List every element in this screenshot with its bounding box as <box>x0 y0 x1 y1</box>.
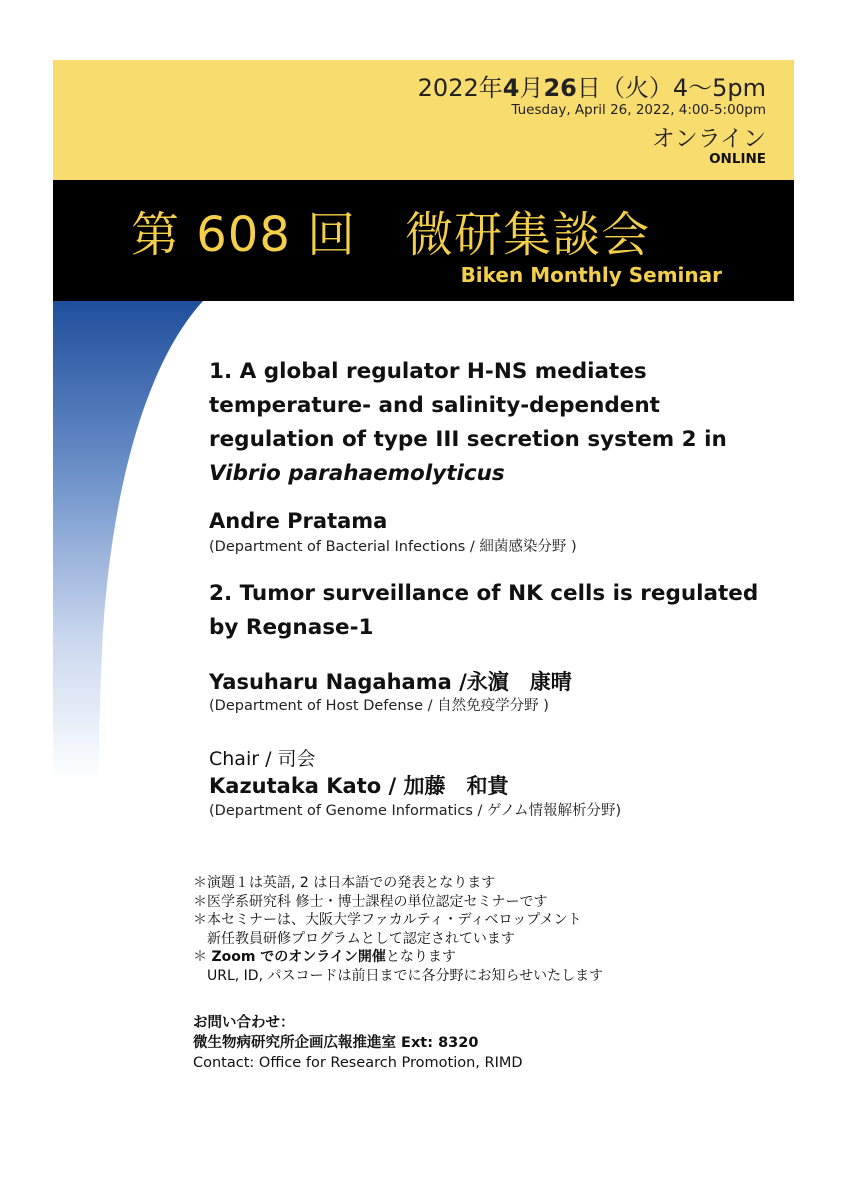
note-item: ＊本セミナーは、大阪大学ファカルティ・ディベロップメント <box>193 912 582 928</box>
contact-office-en: Contact: Office for Research Promotion, RIMD <box>193 1055 523 1071</box>
note-item: 新任教員研修プログラムとして認定されています <box>207 930 515 947</box>
chair-name: Kazutaka Kato / 加藤 和貴 <box>209 774 509 798</box>
date-year: 2022年 <box>417 74 503 102</box>
talk-1-title-line: regulation of type III secretion system 2 in <box>209 427 727 452</box>
talk-1-title-line: 1. A global regulator H-NS mediates <box>209 359 647 384</box>
talk-1-department: (Department of Bacterial Infections / 細菌感染分野 ) <box>209 539 577 555</box>
notes-list <box>193 874 603 985</box>
online-en: ONLINE <box>709 151 766 167</box>
note-online-emphasis: Zoom でのオンライン開催 <box>211 949 386 965</box>
talk-1-speaker: Andre Pratama <box>209 509 388 533</box>
date-header <box>53 60 794 180</box>
chair-department: (Department of Genome Informatics / ゲノム情報解析分野) <box>209 803 622 819</box>
date-month-unit: 月 <box>519 74 544 102</box>
date-en: Tuesday, April 26, 2022, 4:00-5:00pm <box>511 102 766 118</box>
date-time: 日（火）4～5pm <box>576 74 766 102</box>
talk-1-title-line: temperature- and salinity-dependent <box>209 393 660 418</box>
blue-swoosh-decoration <box>53 301 213 781</box>
note-star: ＊ <box>193 949 212 965</box>
seminar-title-en: Biken Monthly Seminar <box>460 263 722 287</box>
talk-2-title-line: by Regnase-1 <box>209 615 374 640</box>
title-banner <box>53 180 794 301</box>
seminar-title-jp: 第 608 回 微研集談会 <box>131 207 651 263</box>
chair-label: Chair / 司会 <box>209 748 316 770</box>
date-day: 26 <box>543 74 577 102</box>
note-item: URL, ID, パスコードは前日までに各分野にお知らせいたします <box>207 967 604 984</box>
note-item <box>193 948 603 967</box>
note-item: ＊演題１は英語, 2 は日本語での発表となります <box>193 875 496 891</box>
talk-2-title-line: 2. Tumor surveillance of NK cells is regulated <box>209 581 759 606</box>
talk-1-title <box>209 355 727 491</box>
talk-2-department: (Department of Host Defense / 自然免疫学分野 ) <box>209 698 549 714</box>
talk-1-species: Vibrio parahaemolyticus <box>209 461 505 486</box>
contact-block <box>193 1013 523 1073</box>
talk-2-speaker: Yasuharu Nagahama /永濵 康晴 <box>209 670 572 694</box>
date-month: 4 <box>502 74 520 102</box>
note-item: ＊医学系研究科 修士・博士課程の単位認定セミナーです <box>193 893 548 910</box>
date-jp <box>418 68 766 103</box>
contact-office-jp: 微生物病研究所企画広報推進室 Ext: 8320 <box>193 1035 479 1051</box>
online-jp: オンライン <box>651 126 766 152</box>
note-rest: となります <box>385 949 456 965</box>
talk-2-title <box>209 577 758 645</box>
contact-heading: お問い合わせ： <box>193 1015 295 1031</box>
